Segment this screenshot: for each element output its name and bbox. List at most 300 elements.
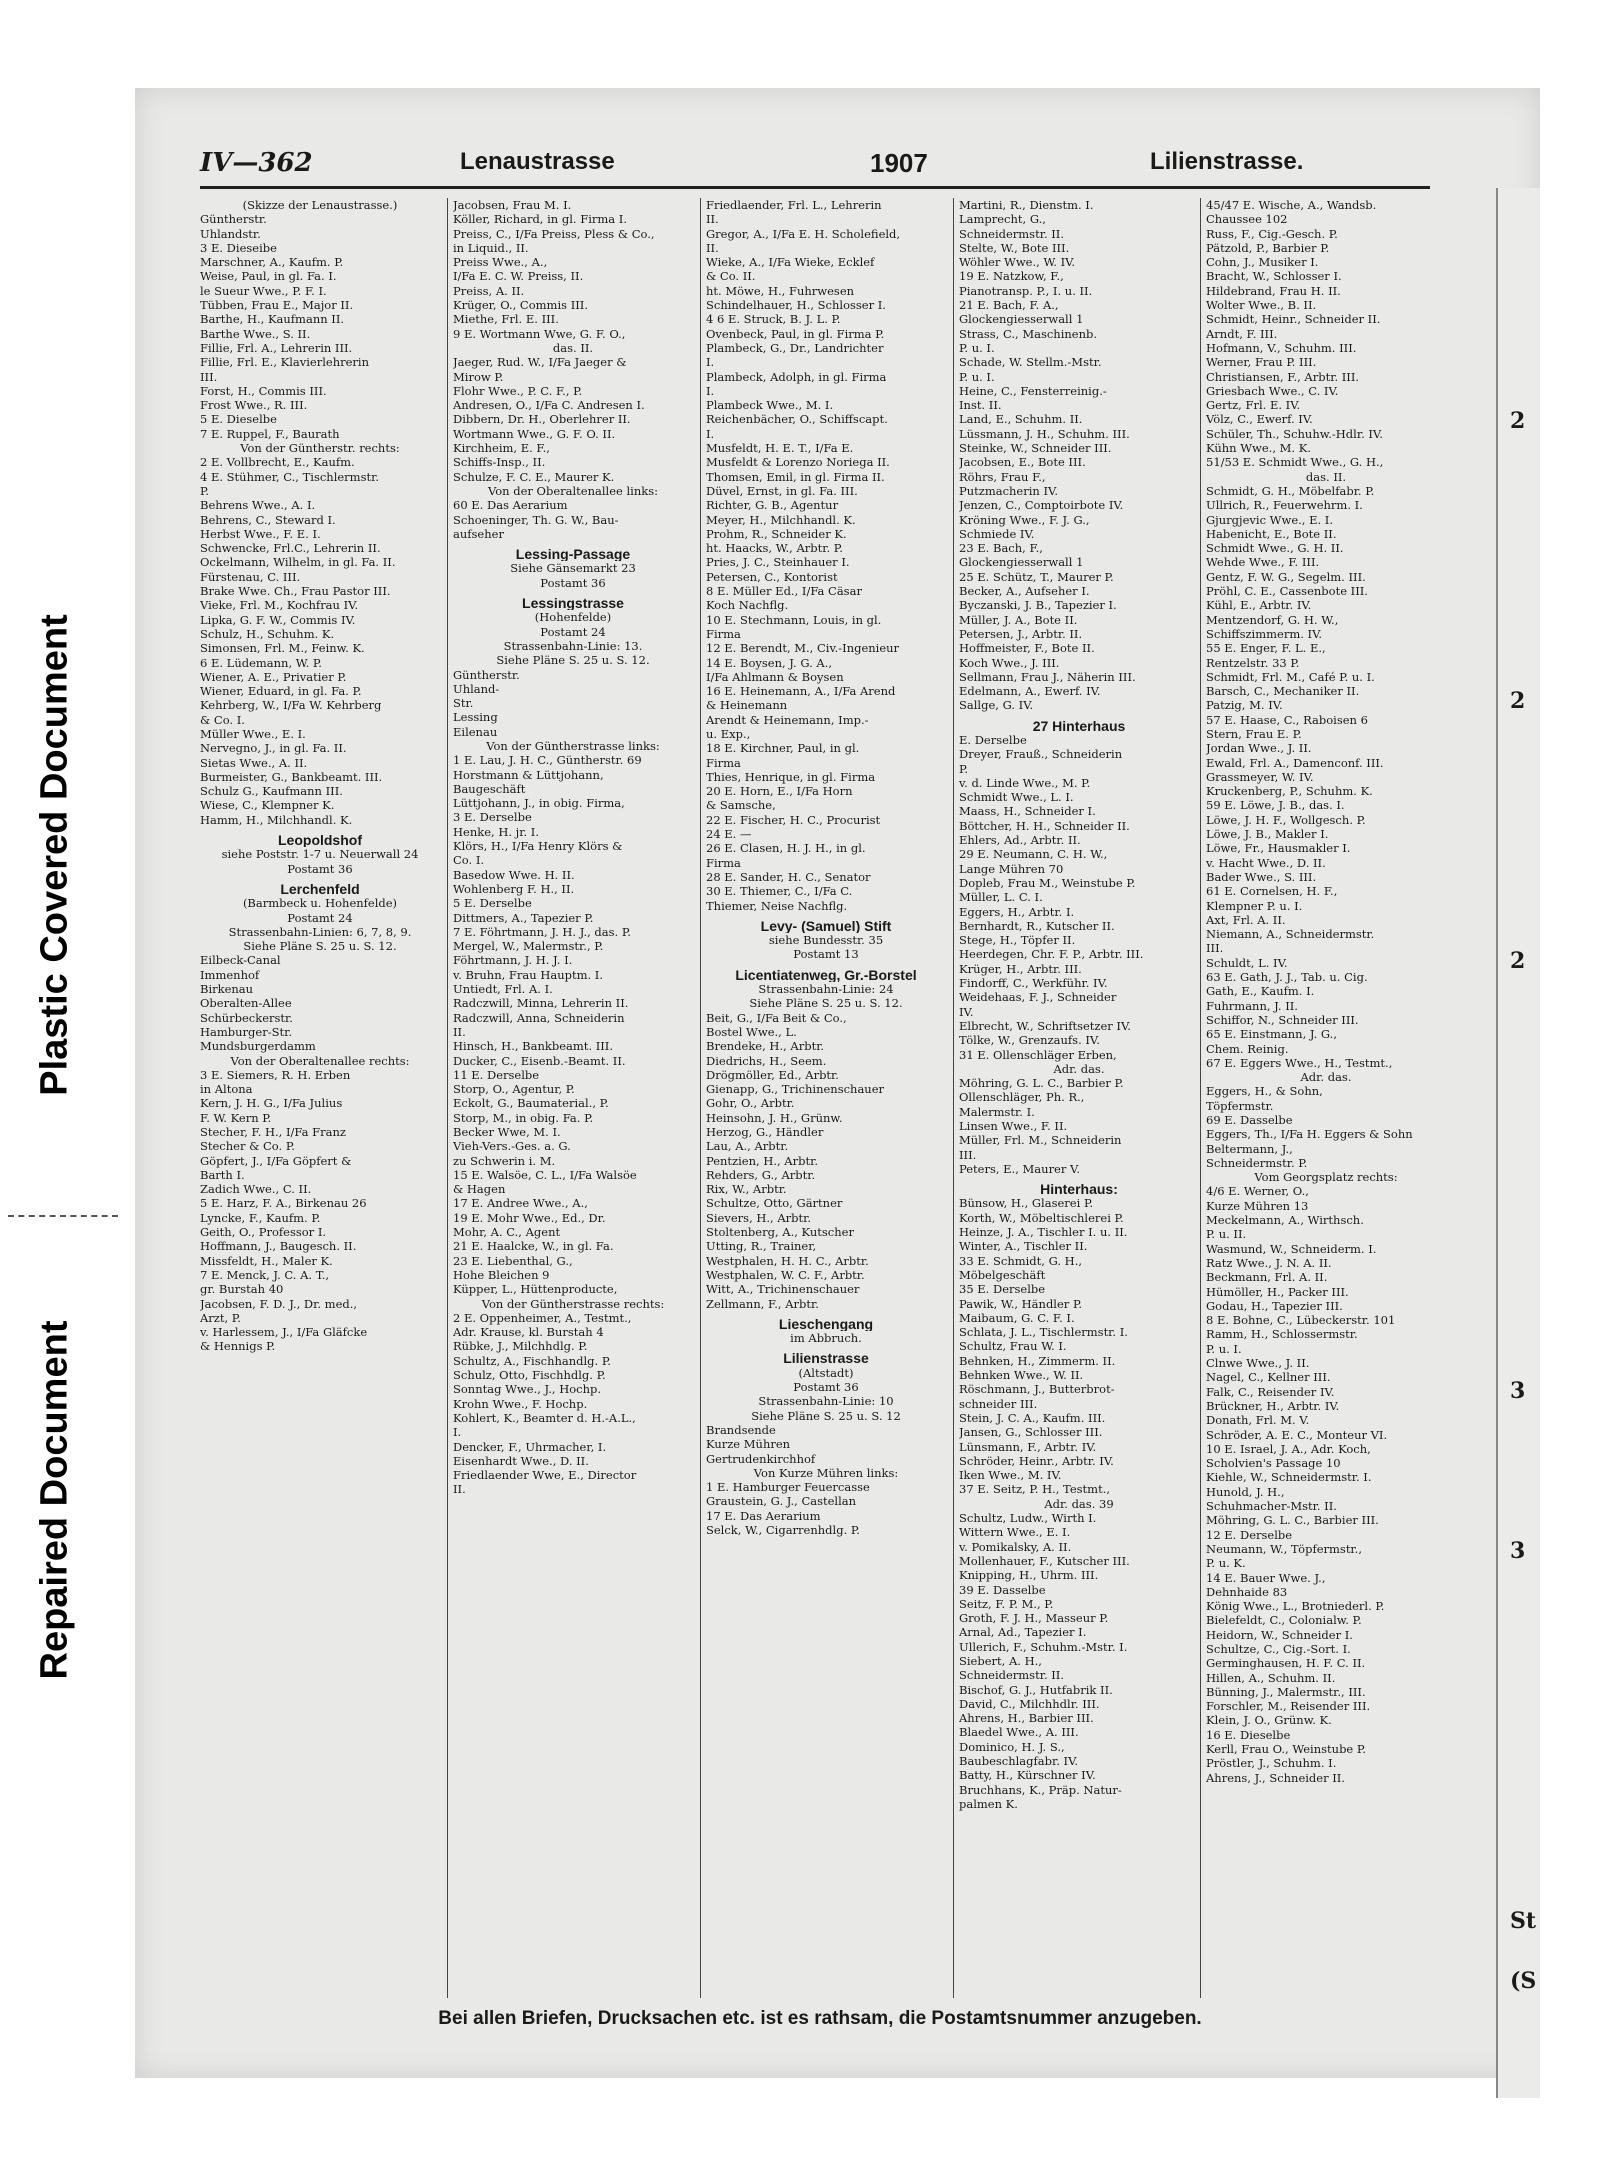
directory-entry: Eggers, Th., I/Fa H. Eggers & Sohn [1206,1127,1413,1142]
directory-entry: Sievers, H., Arbtr. [706,1210,812,1225]
directory-entry: Behnken, H., Zimmerm. II. [959,1353,1116,1368]
directory-entry: Friedlaender Wwe, E., Director [453,1468,637,1483]
directory-entry: Schultz, Ludw., Wirth I. [959,1511,1097,1526]
directory-entry: Knipping, H., Uhrm. III. [959,1568,1099,1583]
directory-entry: Cohn, J., Musiker I. [1206,255,1319,270]
directory-entry: Jordan Wwe., J. II. [1206,741,1312,756]
directory-entry: Mergel, W., Malermstr., P. [453,939,604,954]
directory-entry: Von der Oberaltenallee links: [487,483,658,498]
section-heading: Leopoldshof [278,833,362,848]
directory-entry: Pawik, W., Händler P. [959,1296,1083,1311]
section-heading: Lieschengang [778,1316,874,1332]
directory-entry: 17 E. Andree Wwe., A., [453,1196,588,1211]
directory-entry: Lessing [453,710,498,725]
edge-mark: 2 [1510,408,1526,434]
directory-entry: Eisenhardt Wwe., D. II. [453,1453,589,1468]
directory-entry: Radczwill, Anna, Schneiderin [453,1010,625,1025]
directory-entry: 5 E. Harz, F. A., Birkenau 26 [200,1196,367,1211]
label-separator [8,1215,118,1217]
edge-mark: 2 [1510,948,1526,974]
directory-entry: III. [200,369,218,384]
directory-entry: 59 E. Löwe, J. B., das. I. [1206,798,1345,813]
directory-entry: Barth I. [200,1167,245,1182]
directory-entry: siehe Poststr. 1-7 u. Neuerwall 24 [221,847,419,862]
directory-entry: zu Schwerin i. M. [453,1153,556,1168]
directory-entry: Clnwe Wwe., J. II. [1206,1356,1310,1371]
directory-entry: Drögmöller, Ed., Arbtr. [706,1067,839,1082]
directory-entry: Thies, Henrique, in gl. Firma [706,769,876,784]
directory-entry: Uhlandstr. [200,226,261,241]
directory-entry: 7 E. Föhrtmann, J. H. J., das. P. [453,924,631,939]
directory-entry: Schindelhauer, H., Schlosser I. [706,298,886,313]
directory-entry: 31 E. Ollenschläger Erben, [959,1047,1117,1062]
directory-entry: Föhrtmann, J. H. J. I. [453,953,573,968]
section-heading: 27 Hinterhaus [1032,718,1126,733]
directory-entry: Siebert, A. H., [959,1653,1042,1668]
edge-mark: St [1510,1908,1537,1934]
directory-entry: 16 E. Heinemann, A., I/Fa Arend [706,684,896,699]
directory-entry: Rix, W., Arbtr. [706,1182,787,1197]
directory-entry: 8 E. Bohne, C., Lübeckerstr. 101 [1206,1313,1396,1328]
directory-entry: Schultze, Otto, Gärtner [706,1196,843,1211]
directory-entry: 9 E. Wortmann Wwe, G. F. O., [453,326,626,341]
directory-entry: Heerdegen, Chr. F. P., Arbtr. III. [959,947,1144,962]
directory-entry: Forschler, M., Reisender III. [1206,1699,1371,1714]
directory-entry: Iken Wwe., M. IV. [959,1468,1062,1483]
directory-entry: Barsch, C., Mechaniker II. [1206,684,1360,699]
directory-entry: Prohm, R., Schneider K. [706,526,847,541]
street-range-start: Lenaustrasse [460,148,615,175]
directory-entry: Möhring, G. L. C., Barbier III. [1206,1513,1379,1528]
directory-entry: Tölke, W., Grenzaufs. IV. [959,1033,1100,1048]
directory-entry: Schmiede IV. [959,526,1035,541]
directory-entry: Plambeck Wwe., M. I. [706,398,834,413]
directory-entry: Beit, G., I/Fa Beit & Co., [706,1010,847,1025]
directory-entry: Gentz, F. W. G., Segelm. III. [1206,569,1366,584]
directory-entry: Mollenhauer, F., Kutscher III. [959,1553,1130,1568]
directory-entry: Güntherstr. [200,212,267,227]
directory-entry: Vieh-Vers.-Ges. a. G. [453,1139,571,1154]
directory-entry: ht. Haacks, W., Arbtr. P. [706,541,843,556]
directory-entry: Basedow Wwe. H. II. [453,867,575,882]
directory-entry: Linsen Wwe., F. II. [959,1119,1068,1133]
directory-entry: Postamt 36 [540,575,606,590]
directory-entry: Patzig, M. IV. [1206,698,1283,713]
directory-entry: Preiss Wwe., A., [453,255,548,270]
directory-entry: Schneidermstr. P. [1206,1155,1308,1170]
directory-entry: König Wwe., L., Brotniederl. P. [1206,1599,1385,1614]
directory-entry: 6 E. Lüdemann, W. P. [200,655,322,670]
directory-entry: F. W. Kern P. [200,1110,272,1125]
directory-entry: Weidehaas, F. J., Schneider [959,990,1117,1005]
directory-entry: Schröder, Heinr., Arbtr. IV. [959,1453,1114,1468]
directory-entry: II. [706,240,719,255]
directory-entry: Edelmann, A., Ewerf. IV. [959,684,1101,699]
directory-entry: Schlata, J. L., Tischlermstr. I. [959,1325,1128,1340]
directory-entry: 61 E. Cornelsen, H. F., [1206,884,1338,899]
directory-entry: P. u. K. [1206,1556,1246,1571]
directory-entry: Lau, A., Arbtr. [706,1139,789,1154]
directory-entry: Sallge, G. IV. [959,698,1034,713]
directory-entry: Bruchhans, K., Präp. Natur- [959,1782,1122,1797]
directory-entry: & Hagen [453,1182,506,1197]
directory-entry: Frost Wwe., R. III. [200,398,308,413]
directory-entry: Schoeninger, Th. G. W., Bau- [453,512,619,527]
directory-entry: 16 E. Dieselbe [1206,1727,1291,1742]
directory-entry: Selck, W., Cigarrenhdlg. P. [706,1523,860,1538]
directory-entry: Siehe Gänsemarkt 23 [510,561,636,576]
directory-entry: 5 E. Derselbe [453,896,532,911]
directory-entry: Mirow P. [453,369,504,384]
directory-entry: Siehe Pläne S. 25 u. S. 12. [243,939,397,954]
directory-entry: Schulze, F. C. E., Maurer K. [453,469,615,484]
directory-entry: aufseher [453,526,504,541]
directory-entry: Firma [706,855,741,870]
directory-entry: Ehlers, Ad., Arbtr. II. [959,833,1081,848]
directory-column-1 [200,198,440,1998]
directory-entry: Steinke, W., Schneider III. [959,441,1112,456]
directory-entry: Hinsch, H., Bankbeamt. III. [453,1039,613,1054]
directory-entry: Wohlenberg F. H., II. [453,881,575,896]
directory-entry: & Samsche, [706,798,776,813]
directory-entry: Hildebrand, Frau H. II. [1206,283,1341,298]
directory-entry: Klempner P. u. I. [1206,898,1303,913]
directory-entry: Herbst Wwe., F. E. I. [200,526,321,541]
directory-entry: 14 E. Boysen, J. G. A., [706,655,833,670]
directory-entry: Martini, R., Dienstm. I. [959,198,1094,212]
directory-entry: 15 E. Walsöe, C. L., I/Fa Walsöe [453,1167,637,1182]
directory-entry: Eckolt, G., Baumaterial., P. [453,1096,609,1111]
directory-entry: Pentzien, H., Arbtr. [706,1153,818,1168]
directory-entry: Gath, E., Kaufm. I. [1206,984,1315,999]
directory-entry: Küpper, L., Hüttenproducte, [453,1282,618,1297]
directory-entry: Richter, G. B., Agentur [706,498,839,513]
section-heading: Lilienstrasse [783,1351,869,1366]
directory-entry: v. d. Linde Wwe., M. P. [959,775,1091,790]
directory-entry: 69 E. Dasselbe [1206,1113,1293,1127]
directory-entry: Musfeldt & Lorenzo Noriega II. [706,455,890,470]
directory-entry: Lamprecht, G., [959,212,1046,227]
directory-entry: Storp, O., Agentur, P. [453,1082,575,1097]
directory-entry: Lüssmann, J. H., Schuhm. III. [959,426,1130,441]
directory-entry: Schiffszimmerm. IV. [1206,626,1323,641]
directory-entry: Jacobsen, Frau M. I. [453,198,572,212]
directory-entry: Wiener, A. E., Privatier P. [200,669,347,684]
directory-entry: Untiedt, Frl. A. I. [453,982,553,997]
directory-entry: Baubeschlagfabr. IV. [959,1754,1079,1769]
directory-entry: Pröhl, C. E., Cassenbote III. [1206,584,1368,599]
directory-entry: Firma [706,626,741,641]
directory-entry: 22 E. Fischer, H. C., Procurist [706,812,881,827]
directory-entry: 10 E. Israel, J. A., Adr. Koch, [1206,1441,1371,1456]
directory-entry: Stein, J. C. A., Kaufm. III. [959,1410,1106,1425]
directory-entry: Stoltenberg, A., Kutscher [706,1225,854,1240]
directory-entry: Krüger, H., Arbtr. III. [959,961,1082,976]
directory-entry: II. [453,1024,466,1039]
directory-entry: 55 E. Enger, F. L. E., [1206,641,1326,656]
directory-entry: 65 E. Einstmann, J. G., [1206,1027,1337,1042]
directory-entry: 19 E. Natzkow, F., [959,269,1064,284]
directory-entry: 17 E. Das Aerarium [706,1508,821,1523]
directory-entry: Malermstr. I. [959,1104,1035,1119]
directory-entry: Röschmann, J., Butterbrot- [959,1382,1115,1397]
directory-entry: III. [959,1147,977,1162]
directory-entry: Kirchheim, E. F., [453,441,550,456]
directory-entry: Hamm, H., Milchhandl. K. [200,812,353,827]
directory-entry: Schiffs-Insp., II. [453,455,546,470]
directory-entry: Strassenbahn-Linie: 24 [758,982,894,997]
directory-entry: 29 E. Neumann, C. H. W., [959,847,1108,862]
directory-entry: Töpfermstr. [1206,1098,1274,1113]
column-divider [953,198,954,1998]
directory-entry: Kröning Wwe., F. J. G., [959,512,1090,527]
directory-entry: Chaussee 102 [1206,212,1288,227]
directory-entry: Schmidt, Heinr., Schneider II. [1206,312,1381,327]
directory-entry: & Hennigs P. [200,1339,276,1354]
directory-entry: Koch Nachflg. [706,598,789,613]
directory-entry: 4 E. Stühmer, C., Tischlermstr. [200,469,379,484]
directory-entry: Löwe, J. B., Makler I. [1206,827,1329,842]
directory-entry: Düvel, Ernst, in gl. Fa. III. [706,483,858,498]
directory-entry: Gienapp, G., Trichinenschauer [706,1082,885,1097]
directory-entry: Behrens Wwe., A. I. [200,498,316,513]
directory-entry: Strassenbahn-Linie: 10 [758,1394,894,1409]
edge-mark: 3 [1510,1378,1526,1404]
directory-entry: Eggers, H., Arbtr. I. [959,904,1075,919]
street-range-end: Lilienstrasse. [1150,148,1304,175]
directory-entry: Brückner, H., Arbtr. IV. [1206,1398,1340,1413]
directory-entry: Behrens, C., Steward I. [200,512,336,527]
directory-entry: Stege, H., Töpfer II. [959,933,1076,948]
directory-entry: le Sueur Wwe., P. F. I. [200,283,327,298]
directory-entry: Horstmann & Lüttjohann, [453,767,604,782]
directory-entry: Mentzendorf, G. H. W., [1206,612,1339,627]
directory-entry: Löwe, J. H. F., Wollgesch. P. [1206,812,1366,827]
directory-entry: I. [706,426,715,441]
directory-entry: Reichenbächer, O., Schiffscapt. [706,412,888,427]
directory-entry: Adr. Krause, kl. Burstah 4 [453,1325,604,1340]
directory-entry: Gohr, O., Arbtr. [706,1096,795,1111]
directory-entry: Postamt 36 [287,861,353,876]
directory-entry: Löwe, Fr., Hausmakler I. [1206,841,1351,856]
directory-entry: Arzt, P. [200,1310,241,1325]
directory-entry: Glockengiesserwall 1 [959,312,1084,327]
directory-entry: 5 E. Dieselbe [200,412,277,427]
directory-entry: Hillen, A., Schuhm. II. [1206,1670,1336,1685]
directory-entry: Firma [706,755,741,770]
directory-entry: Falk, C., Reisender IV. [1206,1384,1335,1399]
directory-entry: Klein, J. O., Grünw. K. [1206,1713,1332,1728]
directory-entry: Dehnhaide 83 [1206,1584,1288,1599]
directory-entry: Winter, A., Tischler II. [959,1239,1088,1254]
directory-entry: Von der Güntherstr. rechts: [240,441,400,456]
directory-entry: Miethe, Frl. E. III. [453,312,559,327]
directory-entry: Ramm, H., Schlossermstr. [1206,1327,1358,1342]
directory-entry: Meyer, H., Milchhandl. K. [706,512,856,527]
directory-entry: Land, E., Schuhm. II. [959,412,1083,427]
directory-entry: 14 E. Bauer Wwe. J., [1206,1570,1326,1585]
directory-entry: Russ, F., Cig.-Gesch. P. [1206,226,1338,241]
directory-entry: Von der Güntherstrasse rechts: [481,1296,665,1311]
directory-entry: Lange Mühren 70 [959,861,1064,876]
directory-entry: Röhrs, Frau F., [959,469,1046,484]
directory-entry: Ollenschläger, Ph. R., [959,1090,1085,1105]
directory-entry: I. [706,383,715,398]
directory-entry: Maass, H., Schneider I. [959,804,1096,819]
directory-entry: Eilenau [453,724,498,739]
directory-entry: Rübke, J., Milchhdlg. P. [453,1339,588,1354]
directory-entry: Becker Wwe, M. I. [453,1125,561,1139]
directory-entry: Scholvien's Passage 10 [1206,1456,1341,1471]
directory-entry: Sonntag Wwe., J., Hochp. [453,1382,602,1397]
directory-entry: Schulz, H., Schuhm. K. [200,626,335,641]
directory-entry: Plambeck, Adolph, in gl. Firma [706,369,887,384]
directory-entry: 12 E. Derselbe [1206,1527,1293,1542]
directory-entry: Köller, Richard, in gl. Firma I. [453,212,627,227]
directory-entry: Schultz, Frau W. I. [959,1339,1067,1354]
directory-entry: Seitz, F. P. M., P. [959,1596,1054,1611]
directory-entry: Müller, L. C. I. [959,890,1043,905]
directory-entry: Arndt, F. III. [1206,326,1278,341]
directory-entry: P. u. I. [959,369,995,384]
directory-entry: Koch Wwe., J. III. [959,655,1060,670]
directory-entry: Ratz Wwe., J. N. A. II. [1206,1255,1332,1270]
directory-entry: Radczwill, Minna, Lehrerin II. [453,996,629,1011]
directory-entry: Adr. das. [1053,1061,1105,1076]
directory-entry: 33 E. Schmidt, G. H., [959,1253,1083,1268]
directory-entry: Siehe Pläne S. 25 u. S. 12. [749,996,903,1011]
directory-entry: Griesbach Wwe., C. IV. [1206,383,1339,398]
directory-entry: Bader Wwe., S. III. [1206,869,1317,884]
directory-entry: Klörs, H., I/Fa Henry Klörs & [453,839,623,854]
directory-entry: 25 E. Schütz, T., Maurer P. [959,569,1114,584]
directory-entry: Westphalen, W. C. F., Arbtr. [706,1267,865,1282]
edge-mark: 3 [1510,1538,1526,1564]
year: 1907 [870,148,928,178]
directory-entry: 23 E. Liebenthal, G., [453,1253,573,1268]
directory-entry: Bischof, G. J., Hutfabrik II. [959,1682,1113,1697]
directory-entry: 20 E. Horn, E., I/Fa Horn [706,784,853,799]
directory-entry: schneider III. [959,1396,1038,1411]
directory-entry: Stecher & Co. P. [200,1139,295,1154]
directory-entry: 8 E. Müller Ed., I/Fa Cäsar [706,584,862,599]
section-heading: Lerchenfeld [280,881,360,897]
directory-entry: Schade, W. Stellm.-Mstr. [959,355,1102,370]
directory-entry: Kiehle, W., Schneidermstr. I. [1206,1470,1372,1485]
directory-entry: Postamt 24 [287,910,353,925]
directory-entry: Simonsen, Frl. M., Feinw. K. [200,641,365,656]
directory-entry: Hoffmann, J., Baugesch. II. [200,1239,357,1254]
directory-entry: Krohn Wwe., F. Hochp. [453,1396,588,1411]
directory-entry: P. [959,761,969,776]
directory-entry: Wiener, Eduard, in gl. Fa. P. [200,684,362,699]
directory-entry: Rentzelstr. 33 P. [1206,655,1300,670]
directory-entry: 4/6 E. Werner, O., [1206,1184,1309,1199]
directory-entry: Schiffor, N., Schneider III. [1206,1012,1359,1027]
directory-entry: Hohe Bleichen 9 [453,1267,550,1282]
directory-entry: Kerll, Frau O., Weinstube P. [1206,1742,1366,1757]
directory-entry: 28 E. Sander, H. C., Senator [706,869,871,884]
directory-entry: 63 E. Gath, J. J., Tab. u. Cig. [1206,970,1368,985]
directory-entry: Blaedel Wwe., A. III. [959,1725,1079,1740]
directory-entry: Pätzold, P., Barbier P. [1206,240,1330,255]
directory-entry: P. u. II. [1206,1227,1247,1242]
directory-entry: Jacobsen, F. D. J., Dr. med., [200,1296,358,1311]
directory-entry: P. u. I. [959,340,995,355]
directory-entry: Marschner, A., Kaufm. P. [200,255,344,270]
directory-entry: Ovenbeck, Paul, in gl. Firma P. [706,326,885,341]
directory-entry: Immenhof [200,967,260,982]
directory-entry: Stelte, W., Bote III. [959,240,1070,255]
page-number: IV—362 [200,148,313,178]
directory-entry: Wittern Wwe., E. I. [959,1525,1071,1540]
directory-entry: das. II. [1305,469,1347,484]
directory-entry: Fillie, Frl. E., Klavierlehrerin [200,355,370,370]
directory-entry: Kern, J. H. G., I/Fa Julius [200,1096,343,1111]
directory-entry: ht. Möwe, H., Fuhrwesen [706,283,855,298]
directory-entry: Westphalen, H. H. C., Arbtr. [706,1253,869,1268]
directory-entry: Postamt 36 [793,1380,859,1395]
directory-entry: Fürstenau, C. III. [200,569,301,584]
directory-entry: Schmidt Wwe., G. H. II. [1206,541,1344,556]
directory-entry: (Altstadt) [798,1365,854,1380]
directory-entry: 24 E. — [706,827,752,842]
directory-entry: Bracht, W., Schlosser I. [1206,269,1342,284]
directory-entry: Brandsende [706,1422,776,1437]
directory-entry: v. Hacht Wwe., D. II. [1206,855,1326,870]
directory-entry: Neumann, W., Töpfermstr., [1206,1541,1362,1556]
directory-entry: Inst. II. [959,398,1002,413]
directory-entry: Dibbern, Dr. H., Oberlehrer II. [453,412,631,427]
directory-entry: 1 E. Hamburger Feuercasse [706,1480,870,1495]
directory-entry: Strassenbahn-Linie: 13. [503,638,643,653]
directory-entry: 37 E. Seitz, P. H., Testmt., [959,1482,1111,1497]
directory-entry: Niemann, A., Schneidermstr. [1206,927,1375,942]
directory-entry: Eilbeck-Canal [200,953,281,968]
directory-entry: & Heinemann [706,698,788,713]
directory-entry: Burmeister, G., Bankbeamt. III. [200,769,383,784]
directory-entry: Schmidt, G. H., Möbelfabr. P. [1206,483,1375,498]
directory-entry: David, C., Milchhdlr. III. [959,1696,1100,1711]
directory-entry: Schneidermstr. II. [959,226,1064,241]
column-divider [1200,198,1201,1998]
directory-entry: Ullerich, F., Schuhm.-Mstr. I. [959,1639,1128,1654]
header-rule [200,186,1430,189]
directory-entry: 35 E. Derselbe [959,1282,1046,1297]
directory-entry: Hoffmeister, F., Bote II. [959,641,1095,656]
directory-column-5 [1206,198,1446,1998]
directory-entry: (Hohenfelde) [534,610,612,625]
directory-entry: 30 E. Thiemer, C., I/Fa C. [706,884,853,899]
directory-entry: E. Derselbe [959,732,1027,747]
directory-entry: Dencker, F., Uhrmacher, I. [453,1439,607,1454]
directory-entry: Forst, H., Commis III. [200,383,327,398]
directory-entry: Möhring, G. L. C., Barbier P. [959,1076,1124,1091]
directory-entry: Mohr, A. C., Agent [453,1225,561,1240]
directory-entry: Von der Güntherstrasse links: [486,738,660,753]
directory-entry: Heinze, J. A., Tischler I. u. II. [959,1225,1128,1240]
directory-entry: Schüler, Th., Schuhw.-Hdlr. IV. [1206,426,1383,441]
document-page [135,88,1540,2078]
repaired-document-label: Repaired Document [33,1320,76,1680]
section-heading: Lessing-Passage [515,547,631,562]
directory-entry: v. Bruhn, Frau Hauptm. I. [453,967,604,982]
directory-entry: Göpfert, J., I/Fa Göpfert & [200,1153,352,1168]
directory-entry: Wieke, A., I/Fa Wieke, Ecklef [706,255,875,270]
directory-columns [200,198,1430,1998]
directory-entry: IV. [959,1004,974,1019]
directory-entry: Bünning, J., Malermstr., III. [1206,1684,1366,1699]
